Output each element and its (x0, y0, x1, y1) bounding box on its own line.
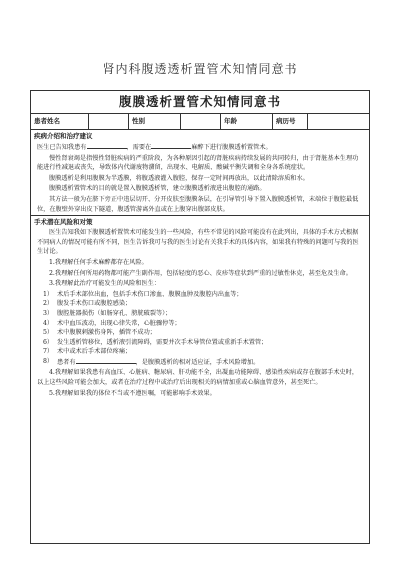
section-heading: 疾病介绍和治疗建议 (34, 132, 93, 140)
risk-item (31, 357, 369, 368)
patient-name-label: 患者姓名 (31, 114, 89, 129)
paragraph: 慢性肾衰竭是指慢性肾脏疾病的严重阶段，为各种原因引起的肾脏疾病持续发展的共同转归，由于肾脏基本生理功能进行性减退或丧失，导致体内代谢废物潴留，出现水、电解质、酸碱平衡失调和全身各系统症状。 (37, 154, 359, 172)
risk-item (31, 347, 369, 357)
risk-item (31, 338, 369, 348)
age-label: 年龄 (221, 114, 273, 129)
paragraph: 其方法一般为在脐下旁正中违层切开、分开皮肤至腹膜条层，在引导管引导下置入腹膜透析管，末端位于腹腔最低位，在腹壁外穿出皮下隧道，腹透管游离外直或在上腹穿出腹部皮肤。 (37, 195, 359, 213)
item-number: 4） (43, 319, 54, 327)
risk-item (31, 309, 369, 319)
item-number: 5） (43, 329, 54, 337)
intro-line (31, 142, 369, 153)
risk-item (31, 299, 369, 309)
item-text: 发生透析管移位，透析液引流障碍，需要并次手术导管位置或重新手术置管； (57, 338, 268, 346)
intro-suffix: 麻醉下进行腹膜透析置管术。 (191, 144, 272, 151)
paragraph: 腹膜透析置管术的目的就是置入腹膜透析管，建立腹膜透析液进出腹腔的通路。 (49, 185, 266, 193)
risk-item (31, 290, 369, 300)
paragraph: 3.我理解此治疗可能发生的风险和医生： (49, 280, 161, 288)
patient-name-field[interactable] (89, 114, 129, 129)
gender-label: 性别 (129, 114, 181, 129)
item-text: 术后手术部位出血，包括手术伤口渗血、腹膜血肿及腹腔内出血等； (57, 290, 243, 298)
diagnosis-blank[interactable] (87, 142, 127, 149)
section-heading: 手术潜在风险和对策 (34, 218, 93, 227)
item-text (57, 357, 363, 368)
consent-form (30, 90, 370, 544)
gender-field[interactable] (181, 114, 221, 129)
paragraph: 4.我理解如果我患有高血压、心脏病、糖尿病、肝功能不全，出凝血功能障碍、感染性疾病或存在腹部手术史时，以上这些风险可能会加大，或者在治疗过程中或治疗后出现相关的病情加重或心脑血管意外，甚至死亡。 (37, 369, 359, 387)
record-no-label: 病历号 (273, 114, 308, 129)
anesthesia-blank[interactable] (151, 142, 191, 149)
paragraph: 腹膜透析是利用腹膜为半透膜，将腹透液灌入腹腔，保存一定时间再放出，以此清除溶质和水。 (49, 174, 309, 182)
item-number: 3） (43, 309, 54, 317)
item-text: 腹腔脏器损伤（如肠穿孔、膀胱破裂等）； (57, 309, 172, 317)
record-no-field[interactable] (308, 114, 369, 129)
risk-item (31, 319, 369, 329)
paragraph: 医生告知我如下腹膜透析置管术可能发生的一些风险，有些不常见的风险可能没有在此列出，具体的手术方式根据不同病人的情况可能有所不同，医生告诉我可与我的医生讨论有关我手术的具体内容，如果我有特殊的问题可与我的医生讨论。 (37, 229, 359, 256)
item-number: 7） (43, 348, 54, 356)
item-number: 1） (43, 290, 54, 298)
item-number: 6） (43, 338, 54, 346)
intro-middle: ，需要在 (126, 144, 152, 151)
item-text-suffix: ，是腹膜透析的相对适应证，手术风险增加。 (135, 358, 260, 366)
item-text: 术中血压波动，出现心律失常，心脏骤停等； (57, 319, 181, 327)
item-text: 术中或术后手术部位疼痛； (57, 348, 132, 356)
condition-blank[interactable] (76, 357, 136, 364)
intro-prefix: 医生已告知我患有 (37, 144, 87, 151)
page-title: 肾内科腹透透析置管术知情同意书 (102, 62, 298, 76)
patient-info-row (31, 114, 369, 130)
paragraph: 5.我理解如果我的体位不当或不遵医嘱，可能影响手术效果。 (49, 389, 216, 397)
risk-item (31, 328, 369, 338)
item-text: 术中腹膜刺激伤身阵，插管不成功； (57, 329, 156, 337)
paragraph: 1.我理解任何手术麻醉都存在风险。 (49, 258, 148, 266)
item-number: 2） (43, 300, 54, 308)
item-number: 8） (43, 357, 54, 365)
paragraph: 2.我理解任何所用药物都可能产生副作用，包括轻度的恶心、皮疹等症状到严重的过敏性休克，甚至危及生命。 (49, 269, 352, 277)
form-title: 腹膜透析置管术知情同意书 (31, 91, 369, 114)
item-text-prefix: 患者有 (57, 358, 76, 366)
item-text: 腹发手术伤口或腹腔感染； (57, 300, 132, 308)
section-disease-intro (31, 130, 369, 216)
section-risks (31, 216, 369, 398)
